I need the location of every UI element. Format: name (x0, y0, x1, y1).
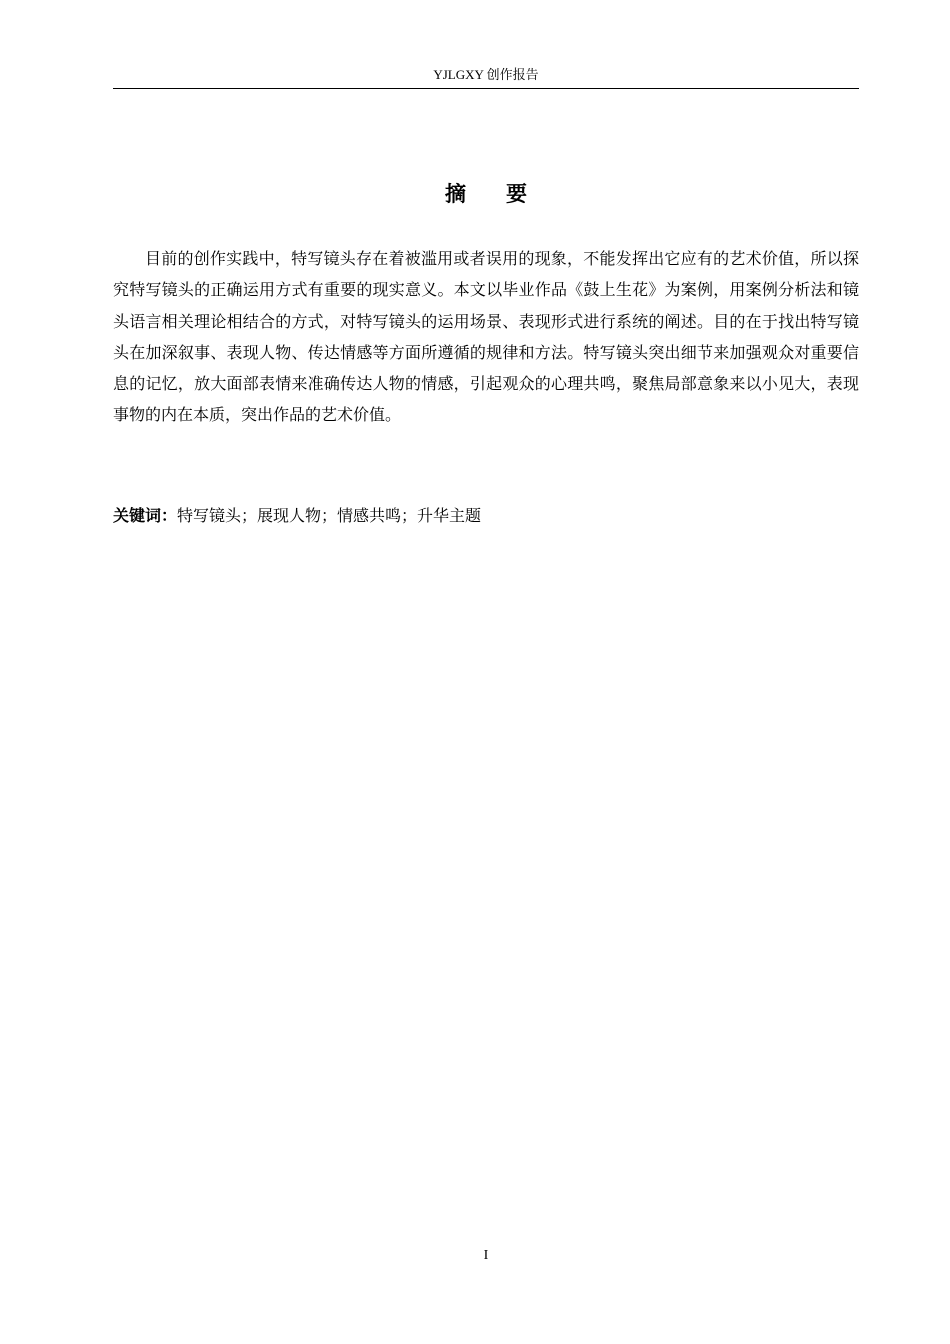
keywords-line (113, 502, 859, 530)
keywords-label: 关键词： (113, 506, 178, 525)
page-number: I (483, 1248, 489, 1263)
keywords-value: 特写镜头；展现人物；情感共鸣；升华主题 (177, 506, 482, 525)
abstract-title: 摘要 (445, 182, 567, 206)
page-header (113, 64, 859, 89)
header-text: YJLGXY 创作报告 (433, 67, 539, 82)
abstract-body: 目前的创作实践中，特写镜头存在着被滥用或者误用的现象，不能发挥出它应有的艺术价值，所以探究特写镜头的正确运用方式有重要的现实意义。本文以毕业作品《鼓上生花》为案例，用案例分析法和镜头语言相关理论相结合的方式，对特写镜头的运用场景、表现形式进行系统的阐述。目的在于找出特写镜头在加深叙事、表现人物、传达情感等方面所遵循的规律和方法。特写镜头突出细节来加强观众对重要信息的记忆，放大面部表情来准确传达人物的情感，引起观众的心理共鸣，聚焦局部意象来以小见大，表现事物的内在本质，突出作品的艺术价值。 (113, 249, 859, 425)
